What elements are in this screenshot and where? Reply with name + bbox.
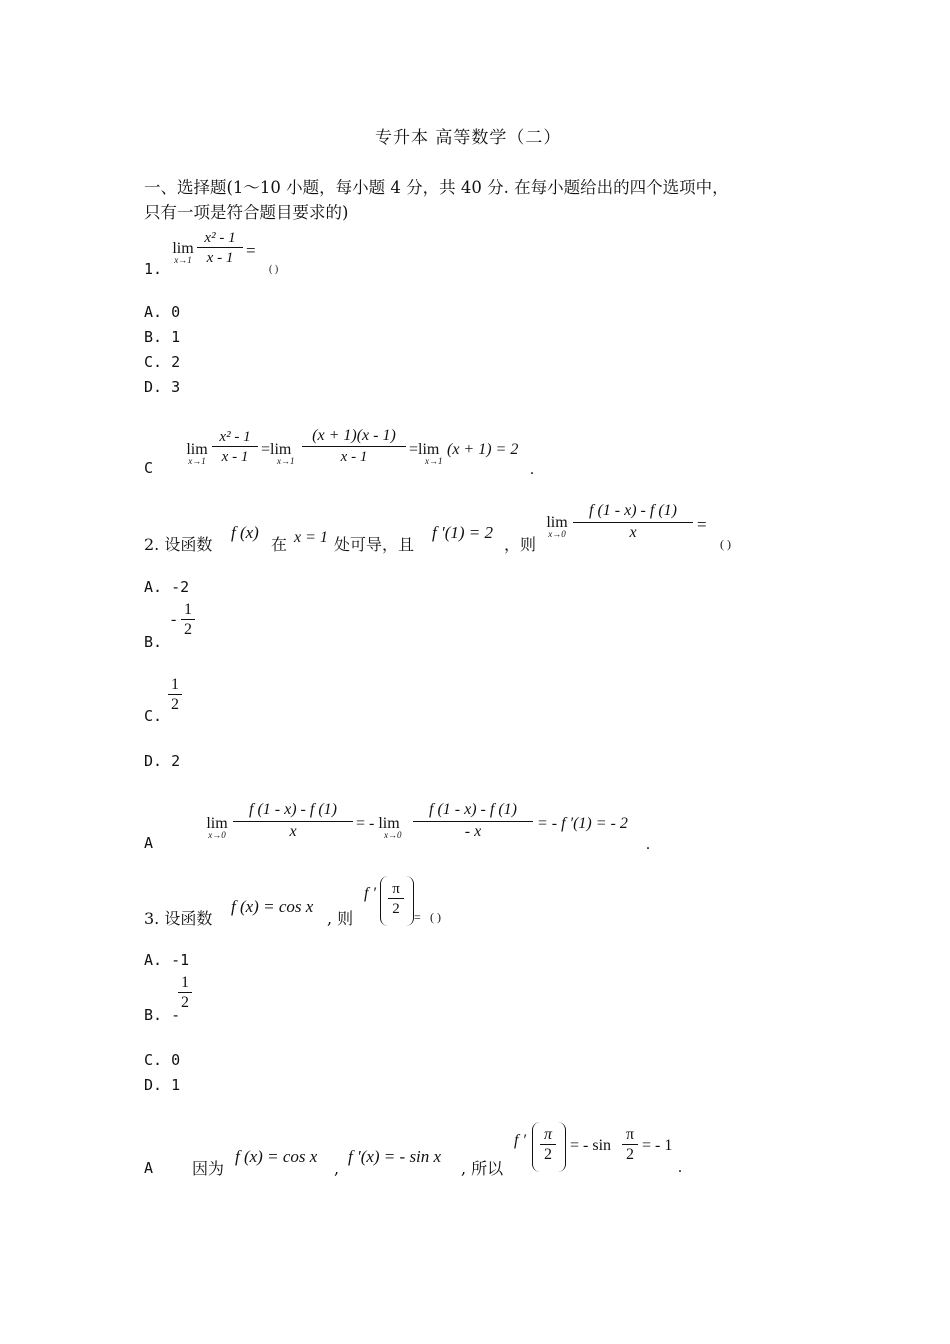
comma: , xyxy=(334,1159,340,1178)
limit-operator: lim x→0 xyxy=(546,514,568,539)
function-fx: f (x) = cos x xyxy=(235,1147,318,1166)
option-b-fraction: 1 2 xyxy=(178,973,192,1013)
option-b-fraction: 1 2 xyxy=(181,600,195,640)
option-b: B. - xyxy=(144,1006,181,1024)
function-fx: f (x) xyxy=(231,523,259,542)
fprime: f ′ xyxy=(364,885,376,902)
pi-over-two: π 2 xyxy=(540,1125,556,1165)
question-text: , 则 xyxy=(327,909,354,928)
option-a: A. -2 xyxy=(144,578,190,596)
question-text: 处可导，且 xyxy=(334,535,415,554)
question-text: ，则 xyxy=(504,535,537,554)
option-c-fraction: 1 2 xyxy=(168,675,182,715)
pi-over-two: π 2 xyxy=(388,880,404,919)
limit-fraction: x² - 1 x - 1 xyxy=(197,229,243,268)
solution-tail: = - 1 xyxy=(642,1137,673,1154)
option-c: C. xyxy=(144,707,163,725)
equals-lim-2: =lim x→1 xyxy=(409,441,443,466)
equals-sign: = xyxy=(246,241,256,260)
solution-fraction-1: x² - 1 x - 1 xyxy=(212,428,258,467)
solution-fraction-2: (x + 1)(x - 1) x - 1 xyxy=(302,426,406,467)
period: . xyxy=(530,461,534,478)
function-fx: f (x) = cos x xyxy=(231,897,314,916)
answer-letter: A xyxy=(144,1159,154,1177)
equals-neg-lim: = - lim x→0 xyxy=(356,815,402,840)
option-d: D. 3 xyxy=(144,378,181,396)
question-number: 1. xyxy=(144,260,163,278)
section-instructions-line1: 一、选择题(1～10 小题，每小题 4 分，共 40 分. 在每小题给出的四个选项中， xyxy=(144,178,729,197)
option-c: C. 0 xyxy=(144,1051,181,1069)
equals-sign: = xyxy=(414,910,421,924)
solution-tail: (x + 1) = 2 xyxy=(447,441,519,458)
question-text: 在 xyxy=(271,535,288,554)
page-title: 专升本 高等数学（二） xyxy=(375,128,562,148)
limit-operator: lim x→1 xyxy=(186,441,208,466)
solution-tail: = - f ′(1) = - 2 xyxy=(537,815,628,832)
equals-lim: =lim x→1 xyxy=(261,441,295,466)
answer-blank: ( ) xyxy=(720,537,731,551)
option-a: A. -1 xyxy=(144,951,190,969)
option-d: D. 2 xyxy=(144,752,181,770)
solution-because: 因为 xyxy=(192,1159,225,1178)
option-b-sign: - xyxy=(171,611,177,628)
solution-fraction-1: f (1 - x) - f (1) x xyxy=(233,799,353,842)
limit-fraction: f (1 - x) - f (1) x xyxy=(573,500,693,543)
option-a: A. 0 xyxy=(144,303,181,321)
answer-letter: A xyxy=(144,834,154,852)
limit-operator: lim x→0 xyxy=(206,815,228,840)
equals-sign: = xyxy=(697,515,707,534)
option-d: D. 1 xyxy=(144,1076,181,1094)
condition: x = 1 xyxy=(294,529,328,546)
question-prefix: 2. 设函数 xyxy=(144,535,213,554)
period: . xyxy=(678,1159,682,1176)
section-instructions-line2: 只有一项是符合题目要求的) xyxy=(144,203,349,222)
solution-so: , 所以 xyxy=(461,1159,504,1178)
limit-operator: lim x→1 xyxy=(172,240,194,265)
option-b: B. 1 xyxy=(144,328,181,346)
answer-letter: C xyxy=(144,459,154,477)
equals-neg-sin: = - sin xyxy=(570,1137,612,1154)
pi-over-two-2: π 2 xyxy=(622,1125,638,1165)
derivative-fx: f ′(x) = - sin x xyxy=(348,1147,442,1166)
option-c: C. 2 xyxy=(144,353,181,371)
solution-fraction-2: f (1 - x) - f (1) - x xyxy=(413,799,533,842)
answer-blank: ( ) xyxy=(269,264,279,275)
fprime: f ′ xyxy=(514,1132,526,1149)
derivative-condition: f ′(1) = 2 xyxy=(432,523,493,542)
period: . xyxy=(646,836,650,853)
option-b: B. xyxy=(144,633,163,651)
answer-blank: ( ) xyxy=(430,910,441,924)
question-prefix: 3. 设函数 xyxy=(144,909,213,928)
